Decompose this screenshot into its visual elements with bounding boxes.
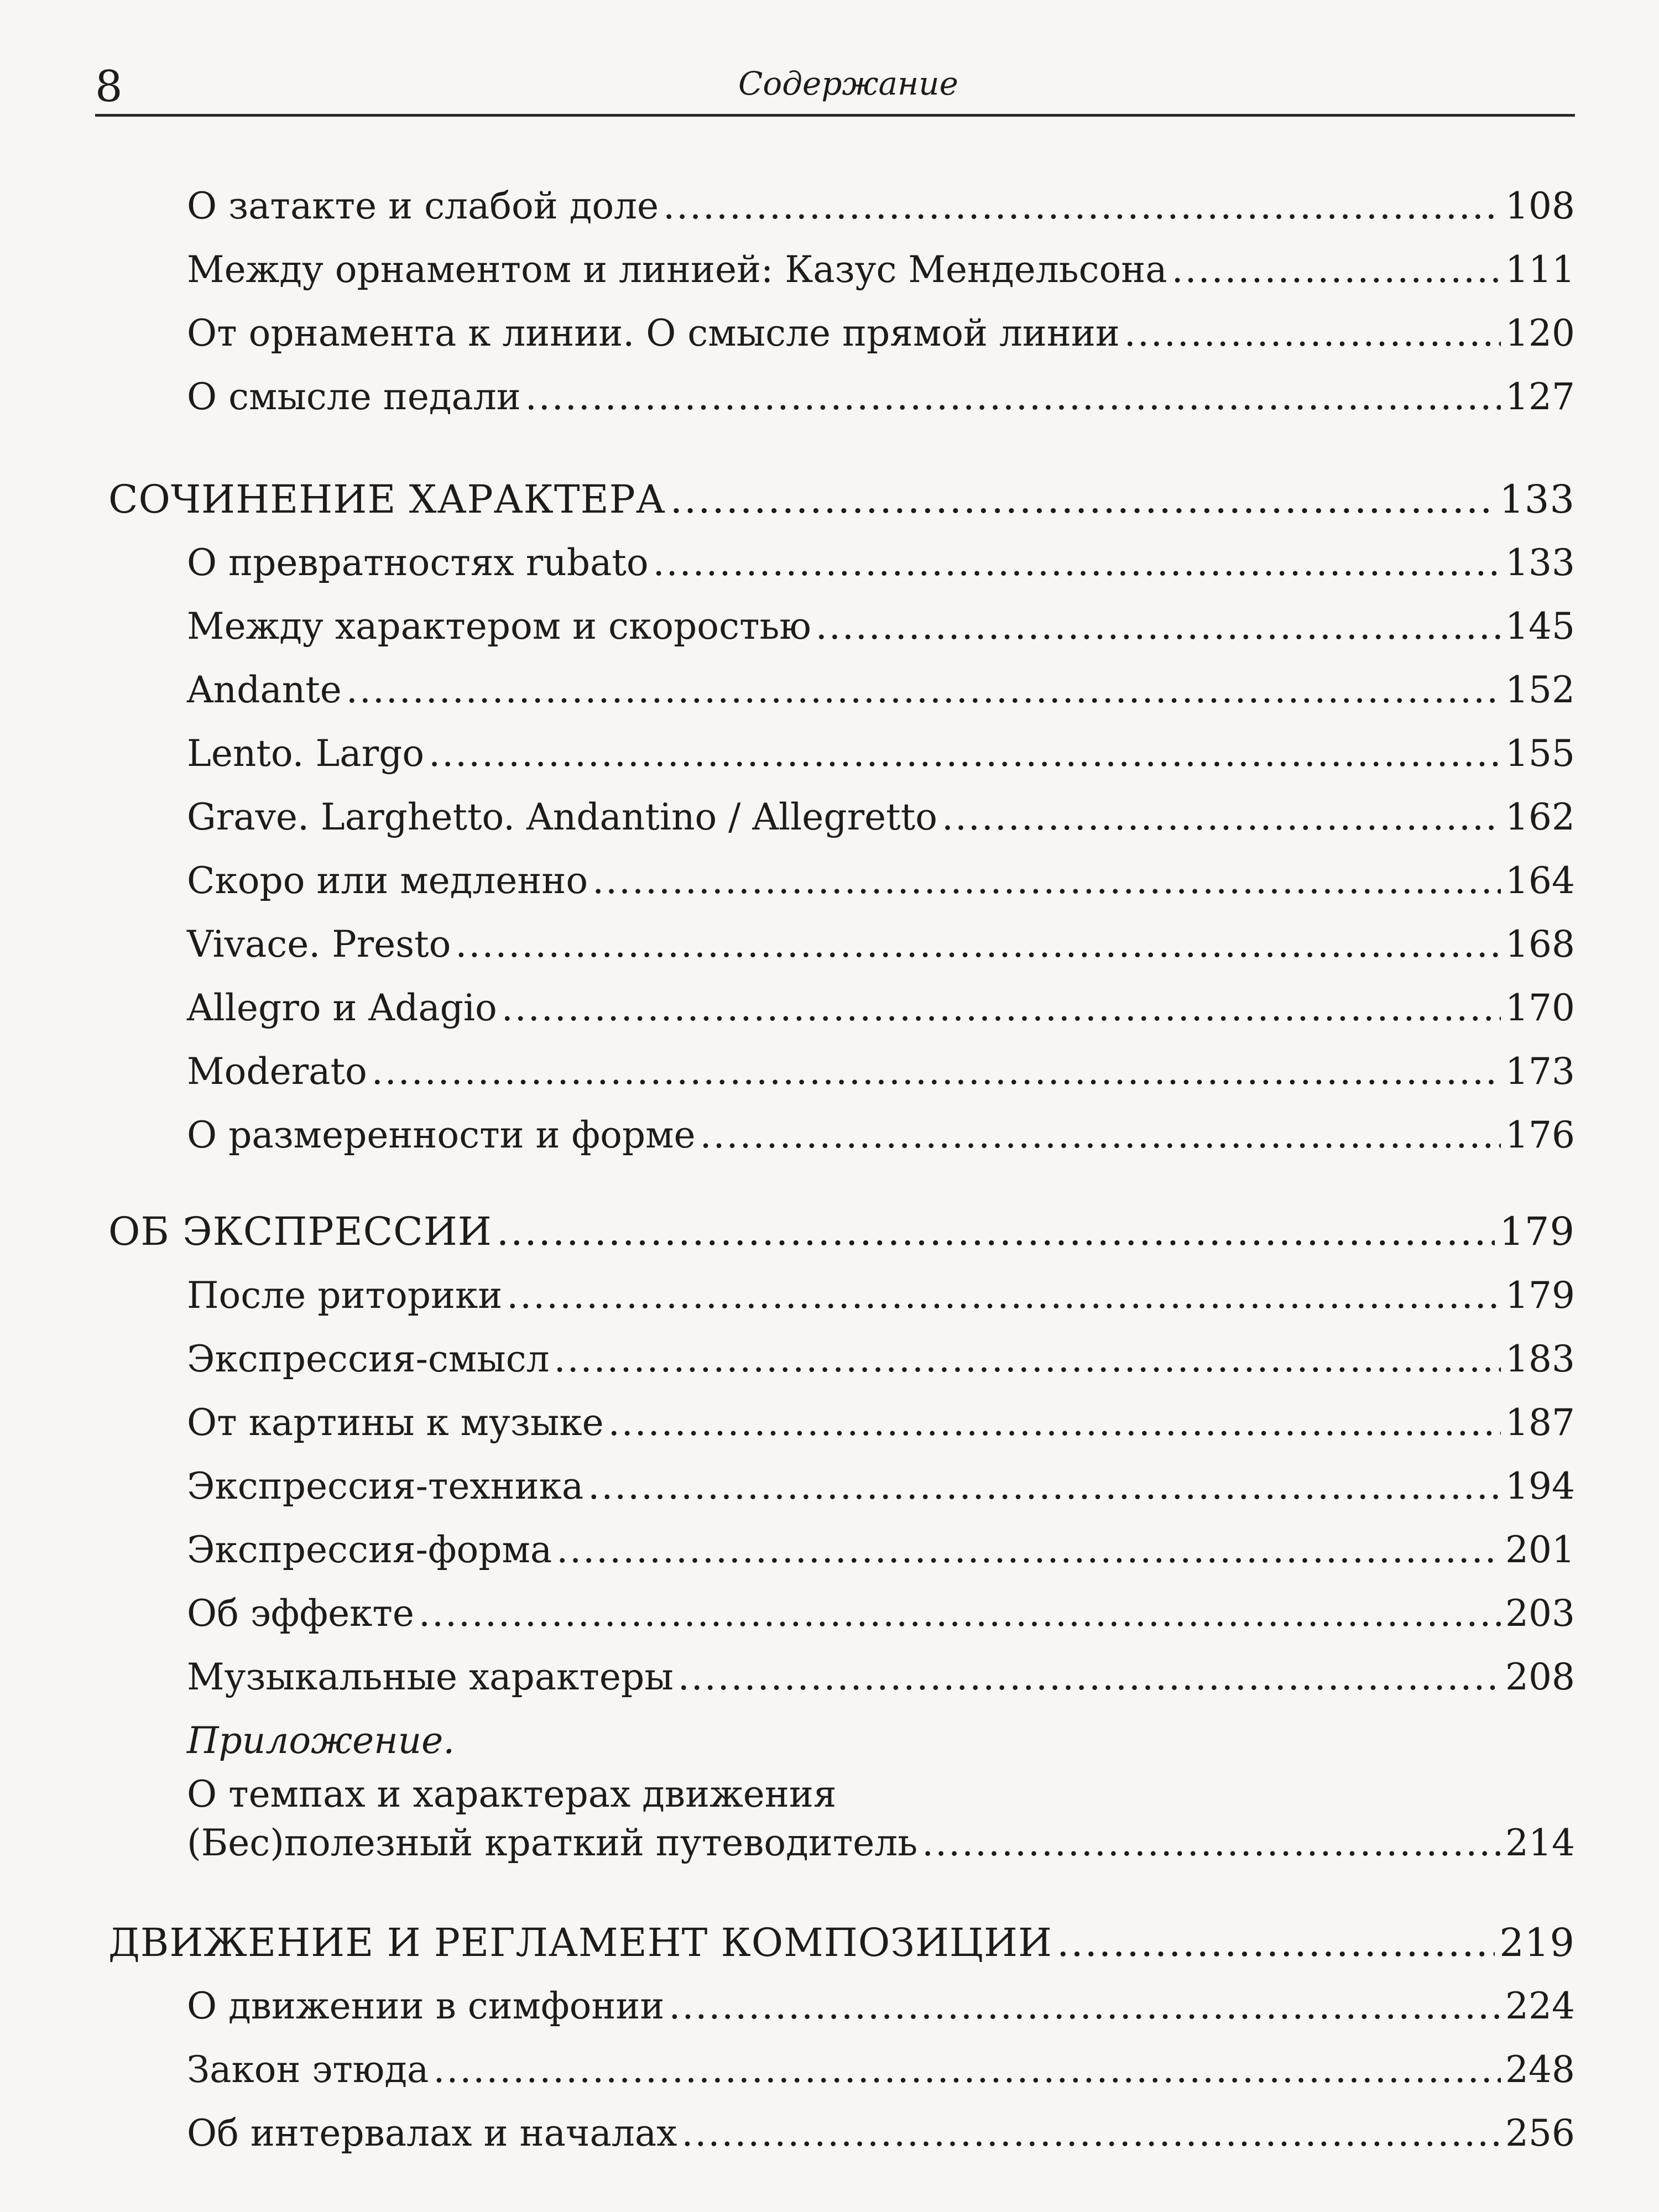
running-head: Содержание [738,65,958,102]
toc-entry-title: Vivace. Presto [187,923,451,966]
toc-entry-page: 203 [1505,1592,1575,1635]
dot-leader [1057,1923,1495,1962]
toc-entry [187,1465,1575,1507]
toc-entry-page: 170 [1505,987,1575,1029]
toc-entry-page: 145 [1505,605,1575,648]
toc-entry-page: 176 [1505,1114,1575,1156]
toc-entry-title: Скоро или медленно [187,859,588,902]
toc-entry-title: Экспрессия-смысл [187,1338,550,1380]
page-number: 8 [95,62,123,112]
toc-entry-title: (Бес)полезный краткий путеводитель [187,1822,918,1864]
toc-entry-page: 168 [1505,923,1575,966]
toc-entry-title: Moderato [187,1050,367,1093]
dot-leader [663,188,1501,225]
toc-entry-title: Закон этюда [187,2048,429,2091]
toc-section-title: СОЧИНЕНИЕ ХАРАКТЕРА [108,477,666,522]
dot-leader [346,672,1501,708]
toc-entry-appendix [187,1822,1575,1864]
dot-leader [497,1212,1495,1251]
toc-entry [187,375,1575,418]
toc-entry-page: 155 [1505,732,1575,775]
toc-entry-title: О смысле педали [187,375,521,418]
toc-section-heading [108,1920,1575,1965]
toc-entry-page: 256 [1505,2112,1575,2154]
toc-entry-page: 248 [1505,2048,1575,2091]
dot-leader [1124,315,1501,352]
toc-entry [187,1592,1575,1635]
dot-leader [592,863,1501,899]
dot-leader [502,990,1501,1026]
toc-entry-title: Музыкальные характеры [187,1656,674,1698]
toc-entry-page: 152 [1505,669,1575,711]
toc-entry [187,1401,1575,1444]
toc-section-heading [108,1209,1575,1254]
toc-entry [187,1274,1575,1317]
dot-leader [554,1341,1501,1378]
dot-leader [419,1595,1501,1632]
toc-entry [187,185,1575,227]
toc-entry-title: Об эффекте [187,1592,414,1635]
toc-entry [187,923,1575,966]
toc-entry-title: О превратностях rubato [187,541,649,584]
appendix-title-line: О темпах и характерах движения [187,1773,837,1815]
toc-entry-page: 183 [1505,1338,1575,1380]
dot-leader [556,1532,1501,1568]
toc-section-title: ДВИЖЕНИЕ И РЕГЛАМЕНТ КОМПОЗИЦИИ [108,1920,1053,1965]
toc-entry-page: 111 [1505,248,1575,291]
toc-entry-page: 219 [1499,1920,1575,1965]
dot-leader [669,1988,1501,2025]
toc-entry [187,669,1575,711]
toc-entry-page: 120 [1505,312,1575,354]
toc-entry-title: Andante [187,669,342,711]
dot-leader [588,1468,1501,1505]
toc-entry-title: Между орнаментом и линией: Казус Мендельсона [187,248,1167,291]
dot-leader [942,799,1501,836]
toc-entry-page: 162 [1505,796,1575,838]
toc-entry-title: От картины к музыке [187,1401,604,1444]
dot-leader [700,1117,1501,1154]
toc-entry [187,312,1575,354]
toc-entry-page: 194 [1505,1465,1575,1507]
dot-leader [455,926,1501,963]
toc-entry-title: Об интервалах и началах [187,2112,677,2154]
toc-section-title: ОБ ЭКСПРЕССИИ [108,1209,492,1254]
toc-entry [187,796,1575,838]
dot-leader [433,2052,1501,2088]
dot-leader [922,1825,1501,1861]
toc-entry-title: Allegro и Adagio [187,987,497,1029]
toc-entry-title: После риторики [187,1274,503,1317]
toc-entry-title: Между характером и скоростью [187,605,811,648]
toc-section-heading [108,477,1575,522]
toc-entry [187,2048,1575,2091]
toc-entry-title: О затакте и слабой доле [187,185,659,227]
toc-entry-page: 214 [1505,1822,1575,1864]
toc-entry-title: Lento. Largo [187,732,425,775]
toc-entry [187,1114,1575,1156]
toc-entry [187,1656,1575,1698]
dot-leader [681,2115,1501,2152]
dot-leader [653,545,1501,581]
toc-entry-page: 133 [1499,477,1575,522]
dot-leader [429,735,1501,772]
toc-entry-page: 224 [1505,1985,1575,2027]
toc-entry [187,541,1575,584]
toc-entry-page: 127 [1505,375,1575,418]
toc-entry-page: 164 [1505,859,1575,902]
toc-entry-title: Экспрессия-техника [187,1465,584,1507]
toc-entry [187,605,1575,648]
toc-entry-title: Grave. Larghetto. Andantino / Allegretto [187,796,937,838]
dot-leader [608,1405,1501,1441]
toc-entry-page: 133 [1505,541,1575,584]
toc-entry-page: 179 [1505,1274,1575,1317]
toc-entry [187,248,1575,291]
toc-entry-title: Экспрессия-форма [187,1528,552,1571]
toc-entry [187,1528,1575,1571]
toc-entry-title: О движении в симфонии [187,1985,665,2027]
dot-leader [678,1659,1501,1695]
toc-entry-page: 108 [1505,185,1575,227]
toc-entry [187,987,1575,1029]
dot-leader [816,608,1501,645]
toc-entry [187,1050,1575,1093]
toc-entry [187,1338,1575,1380]
toc-entry-page: 201 [1505,1528,1575,1571]
dot-leader [372,1053,1501,1090]
toc-entry-page: 179 [1499,1209,1575,1254]
toc-entry [187,1985,1575,2027]
toc-entry [187,732,1575,775]
toc-entry-title: О размеренности и форме [187,1114,696,1156]
toc-entry-page: 173 [1505,1050,1575,1093]
dot-leader [1172,252,1501,288]
toc-entry [187,2112,1575,2154]
toc-entry-page: 208 [1505,1656,1575,1698]
toc-entry-page: 187 [1505,1401,1575,1444]
dot-leader [525,379,1501,415]
header-rule [95,114,1575,117]
dot-leader [507,1277,1501,1314]
appendix-label: Приложение. [187,1719,455,1762]
toc-entry-title: От орнамента к линии. О смысле прямой линии [187,312,1120,354]
dot-leader [670,480,1495,519]
toc-entry [187,859,1575,902]
